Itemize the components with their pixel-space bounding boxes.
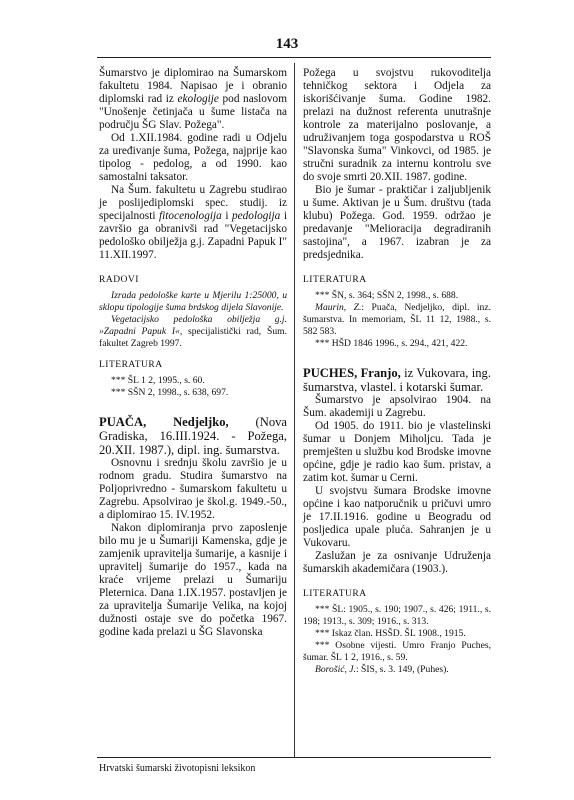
- literature-item: [303, 338, 491, 350]
- text: *** ŠL: 1905., s. 190; 1907., s. 426; 1911., s. 198; 1913., s. 309; 1916., s. 313.: [303, 604, 491, 627]
- text: *** Iskaz član. HSŠD. ŠL 1908., 1915.: [315, 628, 466, 639]
- paragraph: Od 1905. do 1911. bio je vlastelinski šumar u Donjem Miholjcu. Tada je premješten u službu kod Brodske imovne općine, gdje je radio kao šum. pristav, a zatim kot. šumar u Cerni.: [303, 420, 491, 484]
- page-number: 143: [275, 36, 299, 52]
- right-column: [303, 67, 491, 676]
- italic-text: Vegetacijsko pedološka obilježja g.j. »Zapadni Papuk I«: [99, 314, 287, 337]
- paragraph: Zaslužan je za osnivanje Udruženja šumarskih akademičara (1903.).: [303, 550, 491, 575]
- literature-item: [303, 604, 491, 628]
- literature-item: [303, 290, 491, 302]
- literature-item: [303, 640, 491, 664]
- paragraph: Požega u svojstvu rukovoditelja tehničkog sektora i Odjela za iskorišćivanje šuma. Godine 1982. prelazi na dužnost referenta unutrašnje kontrole za materijalno poslovanje, a udruživanjem toga gospodarstva u ROŠ "Slavonska šuma" Vinkovci, od 1985. je stručni suradnik za internu kontrolu sve do svoje smrti 20.XII. 1987. godine.: [303, 67, 491, 183]
- section-heading-literatura: LITERATURA: [303, 275, 367, 285]
- text: *** Osobne vijesti. Umro Franjo Puches, šumar. ŠL 1 2, 1916., s. 59.: [303, 640, 491, 663]
- entry-info: iz Vukovara, ing. šumarstva, vlastel. i kotarski šumar.: [303, 366, 491, 394]
- top-rule: [97, 57, 491, 58]
- text: *** ŠN, s. 364; SŠN 2, 1998., s. 688.: [315, 290, 459, 301]
- works-list: [99, 290, 287, 350]
- italic-text: ekologije: [177, 93, 219, 105]
- text: : Puača, Nedjeljko, dipl. inz. šumarstva. In memoriam, ŠL 11 12, 1988., s. 582 583.: [303, 302, 491, 337]
- text: i: [221, 210, 232, 222]
- entry-name: PUAČA, Nedjeljko,: [99, 415, 229, 429]
- column-divider: [294, 63, 295, 757]
- author: Borošić, J.: [315, 664, 356, 675]
- bottom-rule: [97, 757, 491, 758]
- literature-item: [303, 664, 491, 676]
- literature-item: *** ŠL 1 2, 1995., s. 60.: [111, 375, 205, 386]
- entry-name: PUCHES, Franjo,: [303, 366, 401, 380]
- literature-item: [303, 302, 491, 338]
- italic-text: pedologija: [231, 210, 281, 222]
- paragraph: Od 1.XII.1984. godine radi u Odjelu za uređivanje šuma, Požega, najprije kao tipolog - pedolog, a od 1990. kao samostalni taksator.: [99, 132, 287, 183]
- work-item: Izrada pedološke karte u Mjerilu 1:25000, u sklopu tipologije šuma brdskog dijela Slavonije.: [99, 290, 287, 313]
- text: pod naslovom "Unošenje četinjača u šume listača na području ŠG Slav. Požega".: [99, 93, 287, 131]
- paragraph: [99, 67, 287, 132]
- section-heading-radovi: RADOVI: [99, 275, 139, 285]
- literature-list: [303, 290, 491, 350]
- text: Šumarstvo je diplomirao na Šumarskom fakultetu 1984. Napisao je i obranio diplomski rad iz: [99, 67, 287, 105]
- author: Maurin, Z.: [315, 302, 362, 313]
- paragraph: U svojstvu šumara Brodske imovne općine i kao natporučnik u pričuvi umro je 17.II.1916. godine u Beogradu od posljedica upale pluća. Sahranjen je u Vukovaru.: [303, 485, 491, 549]
- entry-heading: [303, 366, 491, 394]
- literature-item: *** SŠN 2, 1998., s. 638, 697.: [111, 387, 229, 398]
- entry-heading: [99, 415, 287, 457]
- text: *** HŠD 1846 1996., s. 294., 421, 422.: [315, 338, 468, 349]
- text: i završio ga obranivši rad "Vegetacijsko pedološko obilježja g.j. Zapadni Papuk I" 11.XII.1997.: [99, 210, 287, 261]
- work-item: [99, 314, 287, 350]
- text: Na Šum. fakultetu u Zagrebu studirao je poslijediplomski spec. studij. iz specijalnosti: [99, 184, 287, 222]
- entry-info: (Nova Gradiska, 16.III.1924. - Požega, 20.XII. 1987.), dipl. ing. šumarstva.: [99, 415, 288, 457]
- paragraph: Osnovnu i srednju školu završio je u rodnom gradu. Studira šumarstvo na Poljoprivredno - šumarskom fakultetu u Zagrebu. Apsolvirao je škol.g. 1949.-50., a diplomirao 15. IV.1952.: [99, 457, 287, 521]
- literature-item: [303, 628, 491, 640]
- paragraph: Šumarstvo je apsolvirao 1904. na Šum. akademiji u Zagrebu.: [303, 394, 491, 419]
- paragraph: Nakon diplomiranja prvo zaposlenje bilo mu je u Šumariji Kamenska, gdje je zamjenik upravitelja šumarije, a kasnije i upravitelj šumarije do 1957., kada na kraće vrijeme prelazi u Šumariju Pleternica. Dana 1.IX.1957. postavljen je za upravitelja Šumarije Velika, na kojoj dužnosti ostaje sve do početka 1967. godine kada prelazi u ŠG Slavonska: [99, 522, 287, 638]
- footer: Hrvatski šumarski životopisni leksikon: [99, 763, 256, 774]
- section-heading-literatura: LITERATURA: [99, 360, 163, 370]
- text: : ŠIS, s. 3. 149, (Puhes).: [355, 664, 449, 675]
- literature-list: [99, 375, 287, 399]
- section-heading-literatura: LITERATURA: [303, 589, 367, 599]
- paragraph: [99, 184, 287, 262]
- text: , specijalistički rad, Šum. fakultet Zagreb 1997.: [99, 326, 287, 349]
- paragraph: Bio je šumar - praktičar i zaljubljenik u šume. Aktivan je u Šum. društvu (tada klubu) Požega. God. 1959. održao je predavanje "Melioracija degradiranih sastojina", a 1967. izabran je za predsjednika.: [303, 184, 491, 261]
- literature-list: [303, 604, 491, 676]
- italic-text: fitocenologija: [159, 210, 222, 222]
- left-column: [99, 67, 287, 639]
